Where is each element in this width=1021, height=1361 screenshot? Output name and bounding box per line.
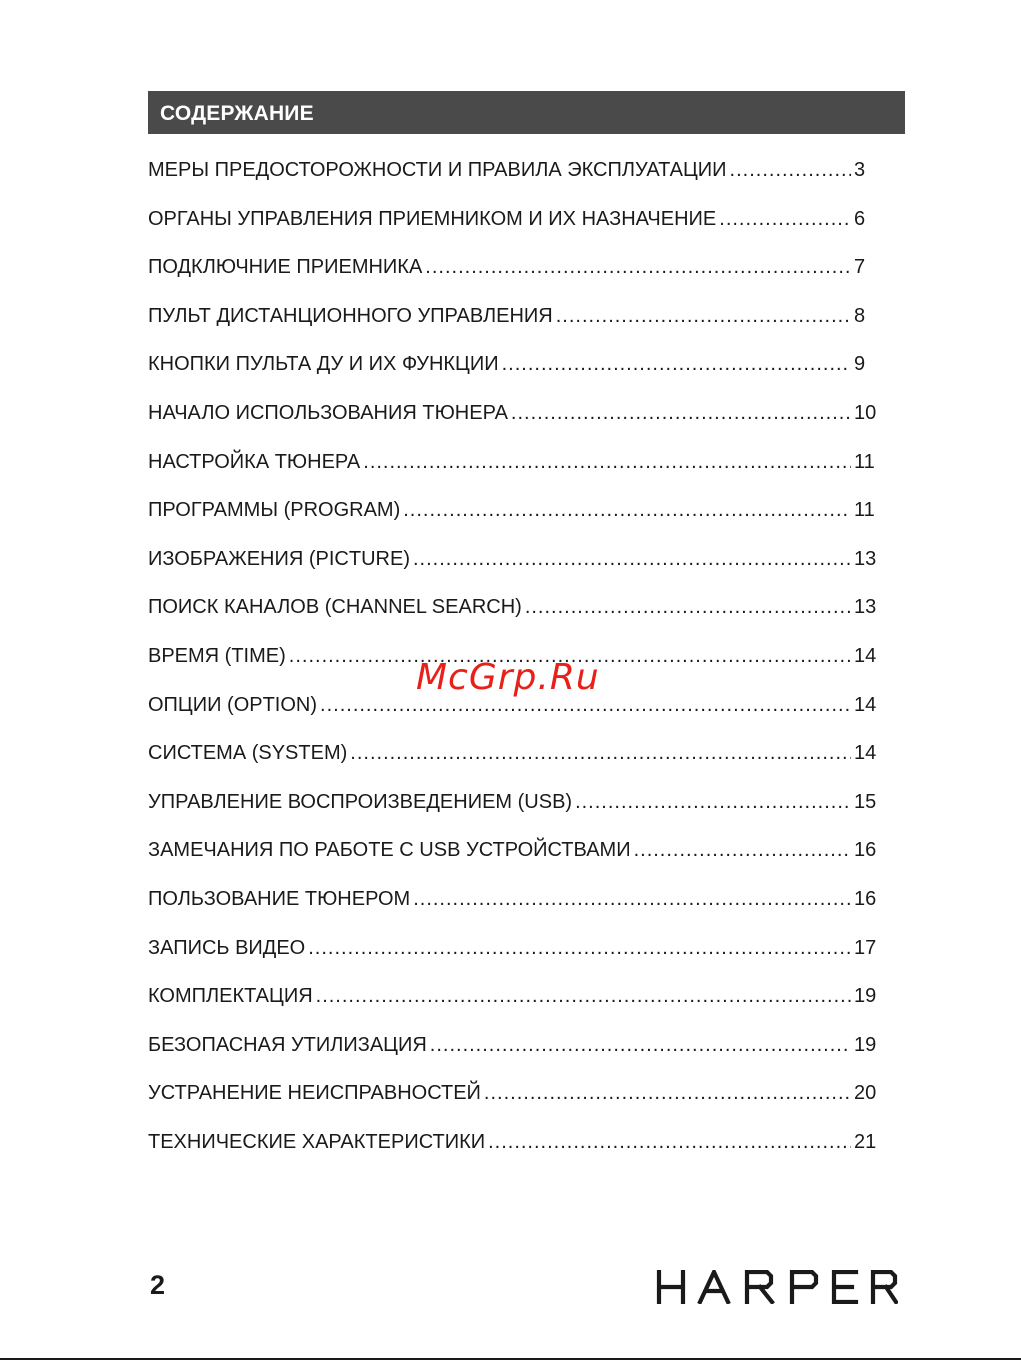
toc-entry-title: КНОПКИ ПУЛЬТА ДУ И ИХ ФУНКЦИИ (148, 353, 499, 376)
bottom-rule (0, 1358, 1021, 1360)
toc-dot-leader (719, 208, 851, 231)
toc-entry[interactable] (148, 451, 878, 500)
toc-entry[interactable] (148, 985, 878, 1034)
toc-entry-title: ВРЕМЯ (TIME) (148, 644, 286, 667)
toc-entry-title: ОРГАНЫ УПРАВЛЕНИЯ ПРИЕМНИКОМ И ИХ НАЗНАЧЕНИЕ (148, 207, 717, 230)
toc-entry[interactable] (148, 208, 878, 257)
toc-entry-title: ИЗОБРАЖЕНИЯ (PICTURE) (148, 547, 410, 570)
toc-entry-page: 17 (854, 936, 877, 959)
toc-dot-leader (363, 451, 851, 474)
toc-entry-title: УСТРАНЕНИЕ НЕИСПРАВНОСТЕЙ (148, 1082, 481, 1105)
toc-entry-title: БЕЗОПАСНАЯ УТИЛИЗАЦИЯ (148, 1033, 427, 1056)
toc-entry-title: ПУЛЬТ ДИСТАНЦИОННОГО УПРАВЛЕНИЯ (148, 304, 553, 327)
toc-entry[interactable] (148, 694, 878, 743)
page-number: 2 (150, 1270, 166, 1300)
toc-entry[interactable] (148, 548, 878, 597)
toc-entry-page: 13 (854, 596, 877, 619)
toc-entry[interactable] (148, 1082, 878, 1131)
toc-entry[interactable] (148, 499, 878, 548)
toc-dot-leader (413, 888, 851, 911)
toc-entry[interactable] (148, 596, 878, 645)
toc-dot-leader (556, 305, 851, 328)
toc-entry-page: 10 (854, 401, 877, 424)
toc-entry-title: ЗАПИСЬ ВИДЕО (148, 936, 306, 959)
toc-entry-title: ПОИСК КАНАЛОВ (CHANNEL SEARCH) (148, 596, 522, 619)
toc-entry[interactable] (148, 1131, 878, 1180)
toc-dot-leader (413, 548, 851, 571)
toc-entry-page: 11 (854, 499, 875, 522)
toc-entry-title: МЕРЫ ПРЕДОСТОРОЖНОСТИ И ПРАВИЛА ЭКСПЛУАТАЦИИ (148, 159, 727, 181)
toc-entry-page: 3 (854, 159, 866, 181)
toc-dot-leader (403, 499, 851, 522)
toc-entry[interactable] (148, 1034, 878, 1083)
toc-entry-page: 14 (854, 742, 877, 765)
toc-entry-page: 6 (854, 207, 866, 230)
toc-entry-page: 15 (854, 790, 877, 813)
toc-entry[interactable] (148, 353, 878, 402)
toc-entry[interactable] (148, 402, 878, 451)
toc-entry-title: СИСТЕМА (SYSTEM) (148, 742, 348, 765)
toc-entry-page: 14 (854, 644, 877, 667)
toc-dot-leader (484, 1082, 851, 1105)
toc-entry-title: ПРОГРАММЫ (PROGRAM) (148, 499, 401, 522)
toc-entry-page: 13 (854, 547, 877, 570)
toc-entry-title: ОПЦИИ (OPTION) (148, 693, 318, 716)
toc-dot-leader (488, 1131, 851, 1154)
toc-dot-leader (430, 1034, 851, 1057)
toc-entry-page: 14 (854, 693, 877, 716)
toc-entry-page: 9 (854, 353, 866, 376)
toc-entry-title: ПОЛЬЗОВАНИЕ ТЮНЕРОМ (148, 887, 411, 910)
toc-entry[interactable] (148, 742, 878, 791)
toc-entry-page: 8 (854, 304, 866, 327)
toc-entry[interactable] (148, 888, 878, 937)
toc-entry-page: 19 (854, 1033, 877, 1056)
toc-entry-title: ТЕХНИЧЕСКИЕ ХАРАКТЕРИСТИКИ (148, 1130, 486, 1153)
toc-dot-leader (634, 839, 851, 862)
toc-entry-title: ЗАМЕЧАНИЯ ПО РАБОТЕ С USB УСТРОЙСТВАМИ (148, 839, 631, 862)
toc-dot-leader (575, 791, 851, 814)
toc-entry-page: 19 (854, 985, 877, 1008)
toc-dot-leader (502, 353, 851, 376)
toc-entry-title: ПОДКЛЮЧНИЕ ПРИЕМНИКА (148, 256, 423, 279)
toc-dot-leader (350, 742, 851, 765)
toc-entry[interactable] (148, 791, 878, 840)
toc-entry-page: 21 (854, 1130, 877, 1153)
harper-logo (656, 1270, 898, 1304)
toc-dot-leader (316, 985, 851, 1008)
toc-entry-title: НАСТРОЙКА ТЮНЕРА (148, 450, 361, 473)
toc-entry-page: 16 (854, 839, 877, 862)
toc-entry[interactable] (148, 839, 878, 888)
toc-dot-leader (425, 256, 851, 279)
toc-entry[interactable] (148, 159, 878, 208)
toc-dot-leader (308, 937, 851, 960)
toc-entry-page: 7 (854, 256, 866, 279)
toc-entry[interactable] (148, 305, 878, 354)
toc-entry-title: КОМПЛЕКТАЦИЯ (148, 985, 313, 1008)
section-header (148, 91, 905, 134)
toc-entry[interactable] (148, 256, 878, 305)
toc-entry-title: НАЧАЛО ИСПОЛЬЗОВАНИЯ ТЮНЕРА (148, 401, 508, 424)
toc-entry-title: УПРАВЛЕНИЕ ВОСПРОИЗВЕДЕНИЕМ (USB) (148, 790, 573, 813)
toc-dot-leader (525, 596, 851, 619)
toc-entry[interactable] (148, 937, 878, 986)
toc-dot-leader (730, 159, 851, 182)
toc-entry-page: 11 (854, 450, 875, 473)
section-title: СОДЕРЖАНИЕ (160, 102, 314, 125)
toc-entry-page: 20 (854, 1082, 877, 1105)
watermark: McGrp.Ru (416, 657, 600, 698)
toc-entry-page: 16 (854, 887, 877, 910)
toc-dot-leader (511, 402, 851, 425)
